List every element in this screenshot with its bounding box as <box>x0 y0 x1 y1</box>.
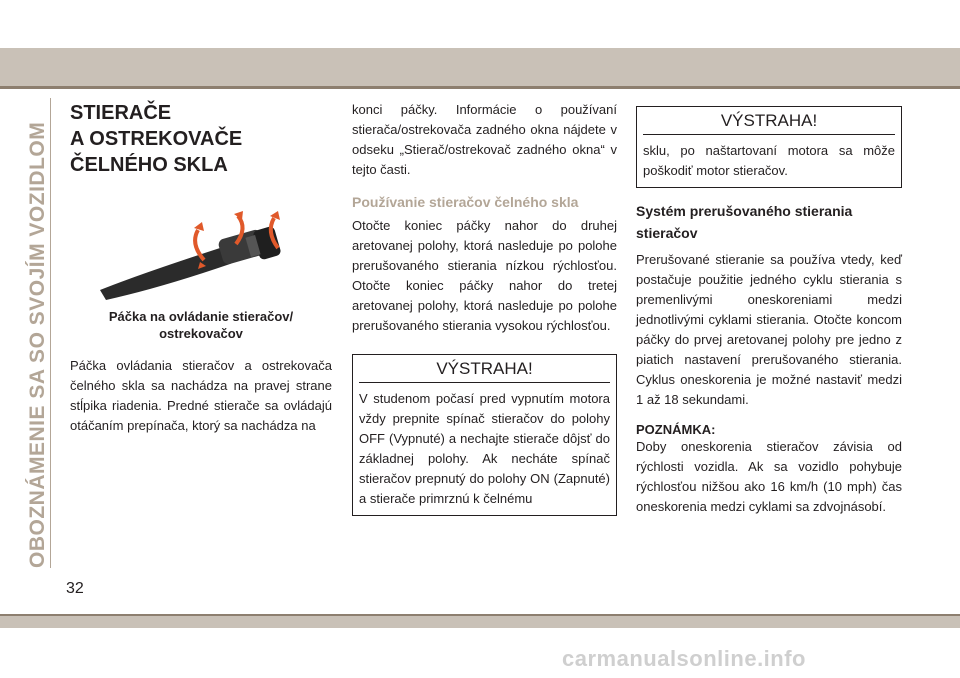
section-title-line-3: ČELNÉHO SKLA <box>70 154 228 176</box>
figure-caption <box>70 308 332 342</box>
warning-heading: VÝSTRAHA! <box>359 355 610 383</box>
column-3 <box>636 100 902 517</box>
note-text: Doby oneskorenia stieračov závisia od rýchlosti vozidla. Ak sa vozidlo pohybuje rýchlosťou nižšou ako 16 km/h (10 mph) čas oneskorenia medzi cyklami sa zdvojnásobí. <box>636 439 902 514</box>
subheading-intermittent: Systém prerušovaného stierania stieračov <box>636 203 853 241</box>
warning-box <box>352 354 617 516</box>
wiper-lever-illustration <box>70 204 332 304</box>
warning-text-continued: sklu, po naštartovaní motora sa môže poškodiť motor stieračov. <box>643 143 895 178</box>
side-rule <box>50 98 51 568</box>
warning-box-continued <box>636 106 902 188</box>
intro-paragraph: Páčka ovládania stieračov a ostrekovača čelného skla sa nachádza na pravej strane stĺpika riadenia. Predné stierače sa ovládajú otáčaním prepínača, ktorý sa nachádza na <box>70 358 332 433</box>
section-title-line-2: A OSTREKOVAČE <box>70 128 243 150</box>
note-heading: POZNÁMKA: <box>636 422 716 437</box>
wiper-lever-figure <box>70 204 332 304</box>
caption-line-2: ostrekovačov <box>159 326 243 341</box>
warning-heading-continued: VÝSTRAHA! <box>643 107 895 135</box>
continued-paragraph: konci páčky. Informácie o používaní stierača/ostrekovača zadného okna nájdete v odseku „Stierač/ostrekovač zadného okna“ v tejto časti. <box>352 102 617 177</box>
intermittent-paragraph: Prerušované stieranie sa používa vtedy, keď postačuje použitie jedného cyklu stierania s premenlivými oneskoreniami medzi jednotlivými cyklami stierania. Otočte koncom páčky do prvej aretovanej polohy pre jedno z piatich nastavení prerušovaného stierania. Cyklus oneskorenia je možné nastaviť medzi 1 až 18 sekundami. <box>636 252 902 407</box>
header-band <box>0 48 960 86</box>
warning-text: V studenom počasí pred vypnutím motora vždy prepnite spínač stieračov do polohy OFF (Vypnuté) a nechajte stierače dôjsť do základnej polohy. Ak necháte spínač stieračov prepnutý do polohy ON (Zapnuté) a stierače primrznú k čelnému <box>359 391 610 506</box>
header-stripe <box>0 86 960 89</box>
column-1 <box>70 100 332 436</box>
section-title-line-1: STIERAČE <box>70 102 172 124</box>
column-2 <box>352 100 617 516</box>
page-number: 32 <box>66 580 84 597</box>
section-title <box>70 100 332 178</box>
subheading-windshield-wipers: Používanie stieračov čelného skla <box>352 194 579 210</box>
footer-band <box>0 616 960 628</box>
section-side-title: OBOZNÁMENIE SA SO SVOJÍM VOZIDLOM <box>26 121 49 568</box>
watermark: carmanualsonline.info <box>562 646 806 671</box>
caption-line-1: Páčka na ovládanie stieračov/ <box>108 309 294 324</box>
usage-paragraph: Otočte koniec páčky nahor do druhej aretovanej polohy, ktorá nasleduje po polohe prerušovaného stierania nízkou rýchlosťou. Otočte koniec páčky nahor do tretej aretovanej polohy, ktorá nasleduje po polohe prerušovaného stierania vysokou rýchlosťou. <box>352 218 617 333</box>
